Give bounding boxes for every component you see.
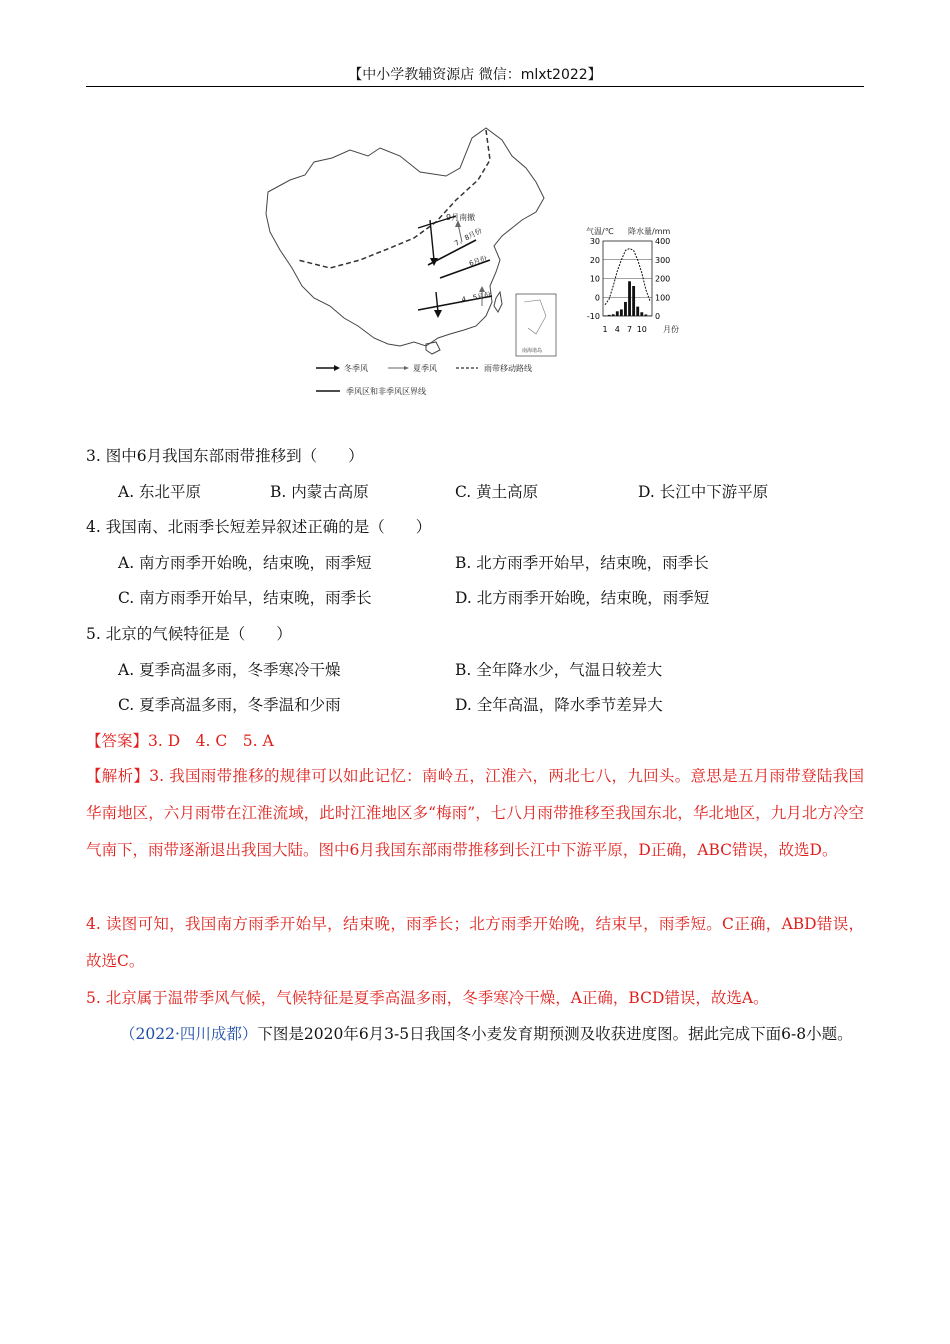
answer-line (86, 729, 274, 751)
q3-option-a[interactable]: A. 东北平原 (118, 483, 202, 501)
q5-option-b[interactable]: B. 全年降水少，气温日较差大 (455, 661, 663, 679)
y-tick-label: -10 (586, 312, 600, 321)
analysis-paragraph-2: 4. 读图可知，我国南方雨季开始早，结束晚，雨季长；北方雨季开始晚，结束早，雨季短。C正确，ABD错误，故选C。 (86, 915, 864, 970)
header-rule (86, 86, 864, 87)
q5-option-a[interactable]: A. 夏季高温多雨，冬季寒冷干燥 (118, 661, 341, 679)
analysis-paragraph-3: 5. 北京属于温带季风气候，气候特征是夏季高温多雨，冬季寒冷干燥，A正确，BCD错误，故选A。 (86, 989, 769, 1007)
inset-label: 南海诸岛 (522, 348, 543, 354)
q5-option-d[interactable]: D. 全年高温，降水季节差异大 (455, 696, 663, 714)
winter-wind-arrow (430, 220, 434, 260)
chart-month-unit: 月份 (663, 325, 679, 334)
analysis-paragraph-1 (86, 758, 864, 869)
q5-option-c[interactable]: C. 夏季高温多雨，冬季温和少雨 (118, 696, 341, 714)
q3-option-d[interactable]: D. 长江中下游平原 (638, 483, 769, 501)
answer-tag: 【答案】 (86, 732, 149, 750)
x-tick-label: 7 (626, 325, 633, 334)
hainan-island (426, 342, 440, 354)
legend-summer-wind: 夏季风 (413, 364, 437, 373)
y2-tick-label: 0 (655, 312, 661, 321)
precip-bar (612, 314, 615, 316)
south-china-sea-inset (516, 294, 556, 356)
taiwan-island (494, 292, 502, 312)
precip-bar (640, 312, 643, 316)
figure-map-and-chart (250, 120, 710, 410)
legend-winter-wind: 冬季风 (344, 364, 368, 373)
q4-stem: 4. 我国南、北雨季长短差异叙述正确的是（ ） (86, 518, 432, 536)
climate-chart (586, 226, 679, 334)
precip-bar (608, 315, 611, 316)
chart-precip-label: 降水量/mm (628, 227, 671, 236)
q4-option-c[interactable]: C. 南方雨季开始早，结束晚，雨季长 (118, 589, 372, 607)
legend-rainbelt: 雨带移动路线 (484, 364, 532, 373)
analysis-p1-text: 3. 我国雨带推移的规律可以如此记忆：南岭五，江淮六，两北七八，九回头。意思是五月雨带登陆我国华南地区，六月雨带在江淮流域，此时江淮地区多“梅雨”，七八月雨带推移至我国东北，华北地区，九月北方冷空气南下，雨带逐渐退出我国大陆。图中6月我国东部雨带推移到长江中下游平原，D正确，ABC错误，故选D。 (86, 767, 864, 859)
precip-bar (632, 286, 635, 316)
analysis-tag: 【解析】 (86, 767, 150, 785)
precip-bar (636, 307, 639, 316)
precip-bar (628, 281, 631, 316)
precip-bar (644, 315, 647, 317)
q3-option-c[interactable]: C. 黄土高原 (455, 483, 539, 501)
q4-option-b[interactable]: B. 北方雨季开始早，结束晚，雨季长 (455, 554, 709, 572)
precip-bar (649, 315, 652, 316)
x-tick-label: 1 (602, 325, 608, 334)
page-header: 【中小学教辅资源店 微信：mlxt2022】 (348, 67, 602, 83)
next-question-intro (86, 1016, 864, 1053)
y2-tick-label: 400 (655, 237, 671, 246)
y-tick-label: 30 (589, 237, 600, 246)
next-question-text: 下图是2020年6月3-5日我国冬小麦发育期预测及收获进度图。据此完成下面6-8小题。 (257, 1025, 853, 1043)
precip-bar (604, 315, 607, 316)
chart-temp-label: 气温/℃ (586, 227, 614, 236)
winter-wind-arrow-2 (436, 292, 438, 312)
y2-tick-label: 200 (655, 274, 671, 284)
precip-bar (616, 311, 619, 316)
y-tick-label: 0 (594, 293, 600, 303)
answer-text: 3. D 4. C 5. A (148, 732, 274, 750)
x-tick-label: 4 (614, 325, 620, 334)
label-jun: 6月份 (468, 254, 489, 268)
temperature-line (605, 249, 650, 305)
legend-boundary: 季风区和非季风区界线 (346, 387, 426, 396)
precip-bar (620, 309, 623, 316)
y-tick-label: 20 (589, 255, 600, 265)
y2-tick-label: 100 (655, 293, 671, 303)
q4-option-a[interactable]: A. 南方雨季开始晚，结束晚，雨季短 (118, 554, 372, 572)
q3-stem: 3. 图中6月我国东部雨带推移到（ ） (86, 447, 364, 465)
q4-option-d[interactable]: D. 北方雨季开始晚，结束晚，雨季短 (455, 589, 710, 607)
x-tick-label: 10 (636, 325, 647, 334)
label-jul-aug: 7、8月份 (453, 226, 484, 248)
precip-bar (624, 302, 627, 316)
question-source: （2022·四川成都） (120, 1025, 258, 1043)
label-apr-may: 4、5月份 (460, 290, 492, 304)
label-sep-south: 9月南撤 (446, 213, 476, 222)
china-outline (266, 128, 544, 346)
y2-tick-label: 300 (655, 255, 671, 265)
q5-stem: 5. 北京的气候特征是（ ） (86, 625, 292, 643)
q3-option-b[interactable]: B. 内蒙古高原 (270, 483, 369, 501)
y-tick-label: 10 (589, 274, 600, 284)
